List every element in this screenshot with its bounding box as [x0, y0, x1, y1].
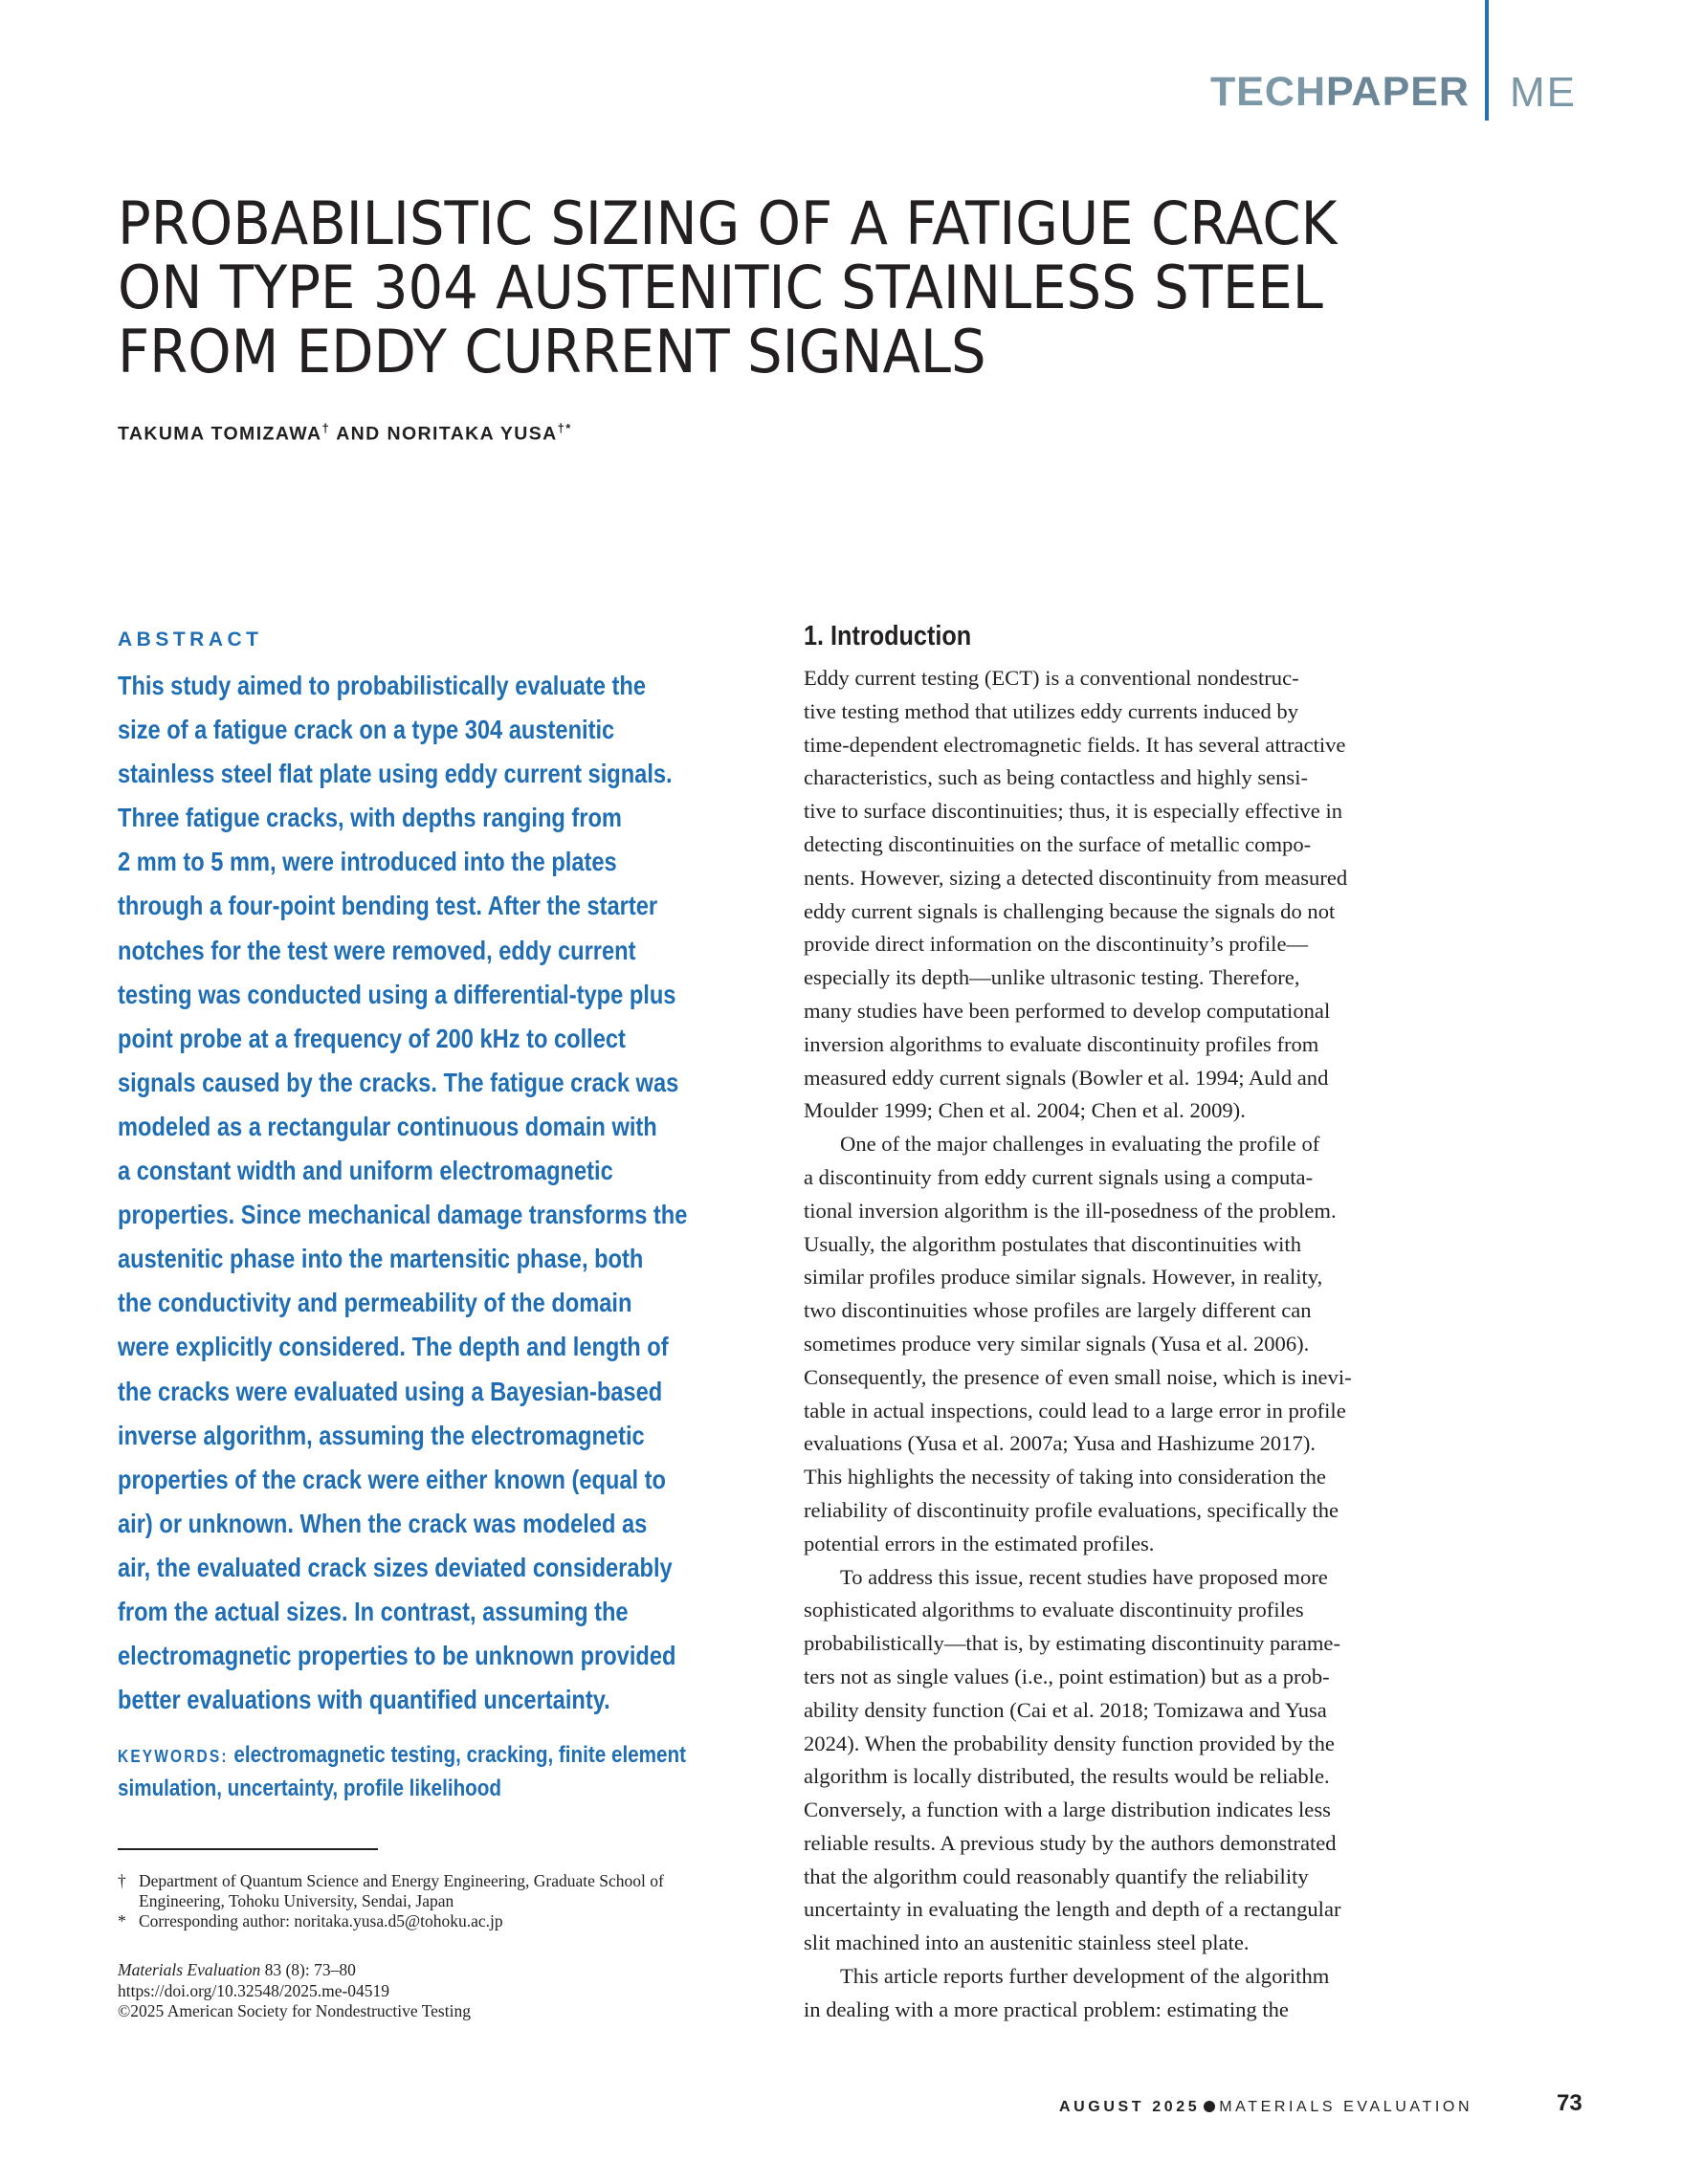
title-line: PROBABILISTIC SIZING OF A FATIGUE CRACK: [118, 188, 1338, 258]
footer-date: AUGUST 2025: [1059, 2099, 1201, 2115]
abstract-line: the cracks were evaluated using a Bayesian-based: [118, 1376, 663, 1406]
body-line: nents. However, sizing a detected discontinuity from measured: [804, 865, 1348, 890]
body-line: many studies have been performed to develop computational: [804, 998, 1331, 1023]
abstract-line: austenitic phase into the martensitic phase, both: [118, 1244, 644, 1274]
brand-tech: TECH: [1209, 69, 1327, 115]
abstract-line: electromagnetic properties to be unknown provided: [118, 1641, 676, 1671]
abstract-line: point probe at a frequency of 200 kHz to collect: [118, 1023, 626, 1053]
body-line: ability density function (Cai et al. 2018; Tomizawa and Yusa: [804, 1697, 1327, 1722]
abstract-line: notches for the test were removed, eddy current: [118, 935, 636, 965]
body-line: tional inversion algorithm is the ill-posedness of the problem.: [804, 1198, 1337, 1223]
citation-block: [118, 1960, 471, 2022]
footer-journal: MATERIALS EVALUATION: [1219, 2099, 1473, 2115]
article-title: [118, 188, 1363, 386]
abstract-line: air, the evaluated crack sizes deviated considerably: [118, 1552, 673, 1582]
body-line: in dealing with a more practical problem: estimating the: [804, 1996, 1289, 2021]
body-line: similar profiles produce similar signals. However, in reality,: [804, 1265, 1323, 1290]
title-line: FROM EDDY CURRENT SIGNALS: [118, 317, 986, 386]
abstract-line: were explicitly considered. The depth and length of: [118, 1332, 669, 1362]
author-name: TAKUMA TOMIZAWA: [118, 423, 322, 445]
abstract-line: modeled as a rectangular continuous domain with: [118, 1111, 657, 1141]
abstract-line: a constant width and uniform electromagnetic: [118, 1156, 613, 1186]
abstract-label: ABSTRACT: [118, 629, 263, 651]
body-line: a discontinuity from eddy current signals using a computa-: [804, 1164, 1314, 1189]
page-footer: [1059, 2099, 1472, 2116]
brand-section: ME: [1510, 69, 1577, 116]
body-line: slit machined into an austenitic stainless steel plate.: [804, 1930, 1250, 1955]
abstract-line: stainless steel flat plate using eddy current signals.: [118, 759, 673, 789]
body-line: reliability of discontinuity profile evaluations, specifically the: [804, 1497, 1339, 1522]
brand-divider: [1485, 0, 1489, 121]
body-line: two discontinuities whose profiles are largely different can: [804, 1298, 1312, 1323]
abstract-line: from the actual sizes. In contrast, assuming the: [118, 1596, 629, 1626]
keywords-text: simulation, uncertainty, profile likelihood: [118, 1776, 502, 1801]
footnote-mark: †: [118, 1871, 126, 1890]
body-line: sometimes produce very similar signals (Yusa et al. 2006).: [804, 1331, 1310, 1356]
bullet-icon: [1204, 2101, 1215, 2112]
abstract-line: inverse algorithm, assuming the electromagnetic: [118, 1420, 645, 1450]
body-line: table in actual inspections, could lead to a large error in profile: [804, 1398, 1346, 1423]
author-line: [118, 421, 572, 446]
body-line: especially its depth—unlike ultrasonic testing. Therefore,: [804, 965, 1300, 990]
body-line: measured eddy current signals (Bowler et al. 1994; Auld and: [804, 1065, 1329, 1090]
abstract-line: properties of the crack were either known (equal to: [118, 1464, 667, 1494]
abstract-line: Three fatigue cracks, with depths ranging from: [118, 803, 622, 833]
footnote-text: Corresponding author: noritaka.yusa.d5@tohoku.ac.jp: [139, 1911, 503, 1930]
body-line: evaluations (Yusa et al. 2007a; Yusa and Hashizume 2017).: [804, 1431, 1317, 1456]
doi-link[interactable]: https://doi.org/10.32548/2025.me-04519: [118, 1980, 390, 2000]
abstract-line: through a four-point bending test. After the starter: [118, 891, 658, 921]
affiliation-mark: †: [321, 421, 331, 435]
abstract-line: air) or unknown. When the crack was modeled as: [118, 1508, 648, 1538]
body-line: Moulder 1999; Chen et al. 2004; Chen et al. 2009).: [804, 1098, 1246, 1123]
body-line: characteristics, such as being contactless and highly sensi-: [804, 765, 1309, 790]
page-number: 73: [1557, 2090, 1582, 2116]
body-line: time-dependent electromagnetic fields. It has several attractive: [804, 732, 1346, 757]
abstract-line: better evaluations with quantified uncertainty.: [118, 1685, 610, 1715]
abstract-line: size of a fatigue crack on a type 304 austenitic: [118, 715, 615, 745]
body-line: detecting discontinuities on the surface of metallic compo-: [804, 831, 1312, 856]
body-line: 2024). When the probability density function provided by the: [804, 1731, 1335, 1755]
section-heading: 1. Introduction: [804, 621, 972, 651]
body-line: uncertainty in evaluating the length and depth of a rectangular: [804, 1897, 1341, 1922]
abstract-line: This study aimed to probabilistically evaluate the: [118, 671, 646, 700]
footnote-affiliation: [118, 1871, 787, 1911]
abstract-line: 2 mm to 5 mm, were introduced into the plates: [118, 847, 617, 877]
journal-volume: 83 (8): 73–80: [264, 1960, 356, 1979]
abstract-text: [118, 664, 749, 1722]
body-line: provide direct information on the discontinuity’s profile—: [804, 932, 1309, 957]
body-line: tive to surface discontinuities; thus, it is especially effective in: [804, 799, 1343, 824]
keywords-line: [118, 1739, 710, 1773]
brand-paper: PAPER: [1326, 69, 1470, 115]
author-connector: AND: [336, 423, 381, 445]
body-line: that the algorithm could reasonably quantify the reliability: [804, 1864, 1309, 1888]
body-line: Consequently, the presence of even small noise, which is inevi-: [804, 1364, 1352, 1389]
body-line: eddy current signals is challenging because the signals do not: [804, 898, 1336, 923]
copyright: ©2025 American Society for Nondestructive Testing: [118, 2001, 471, 2020]
body-line: One of the major challenges in evaluating the profile of: [840, 1132, 1320, 1157]
body-line: potential errors in the estimated profiles.: [804, 1531, 1155, 1555]
abstract-line: properties. Since mechanical damage transforms the: [118, 1200, 688, 1230]
footnote-mark: *: [118, 1911, 126, 1930]
abstract-line: the conductivity and permeability of the domain: [118, 1288, 632, 1318]
introduction-text: [804, 662, 1454, 2027]
abstract-line: signals caused by the cracks. The fatigue crack was: [118, 1067, 679, 1097]
keywords: [118, 1739, 807, 1804]
body-line: To address this issue, recent studies have proposed more: [840, 1564, 1328, 1589]
body-line: algorithm is locally distributed, the results would be reliable.: [804, 1764, 1330, 1789]
affiliation-mark: †*: [557, 421, 572, 435]
body-line: Usually, the algorithm postulates that discontinuities with: [804, 1231, 1302, 1256]
body-line: tive testing method that utilizes eddy currents induced by: [804, 698, 1299, 723]
footnote-divider: [118, 1848, 378, 1850]
abstract-line: testing was conducted using a differential-type plus: [118, 979, 676, 1009]
brand-wordmark: [1210, 69, 1470, 116]
body-line: This article reports further development of the algorithm: [840, 1964, 1330, 1989]
author-name: NORITAKA YUSA: [387, 423, 558, 445]
footnotes: [118, 1871, 787, 1931]
journal-name: Materials Evaluation: [118, 1960, 261, 1979]
title-line: ON TYPE 304 AUSTENITIC STAINLESS STEEL: [118, 253, 1323, 322]
body-line: reliable results. A previous study by the authors demonstrated: [804, 1830, 1337, 1855]
footnote-corresponding: [118, 1911, 787, 1931]
keywords-text: electromagnetic testing, cracking, finite element: [233, 1742, 686, 1768]
body-line: This highlights the necessity of taking into consideration the: [804, 1465, 1326, 1489]
footnote-text: Department of Quantum Science and Energy Engineering, Graduate School of: [139, 1871, 664, 1890]
body-line: inversion algorithms to evaluate discontinuity profiles from: [804, 1031, 1319, 1056]
body-line: Conversely, a function with a large distribution indicates less: [804, 1798, 1331, 1822]
keywords-label: KEYWORDS:: [118, 1747, 229, 1766]
body-line: sophisticated algorithms to evaluate discontinuity profiles: [804, 1598, 1304, 1622]
body-line: ters not as single values (i.e., point estimation) but as a prob-: [804, 1664, 1330, 1688]
footnote-text: Engineering, Tohoku University, Sendai, Japan: [139, 1891, 454, 1910]
body-line: Eddy current testing (ECT) is a conventional nondestruc-: [804, 666, 1299, 690]
body-line: probabilistically—that is, by estimating discontinuity parame-: [804, 1631, 1340, 1656]
